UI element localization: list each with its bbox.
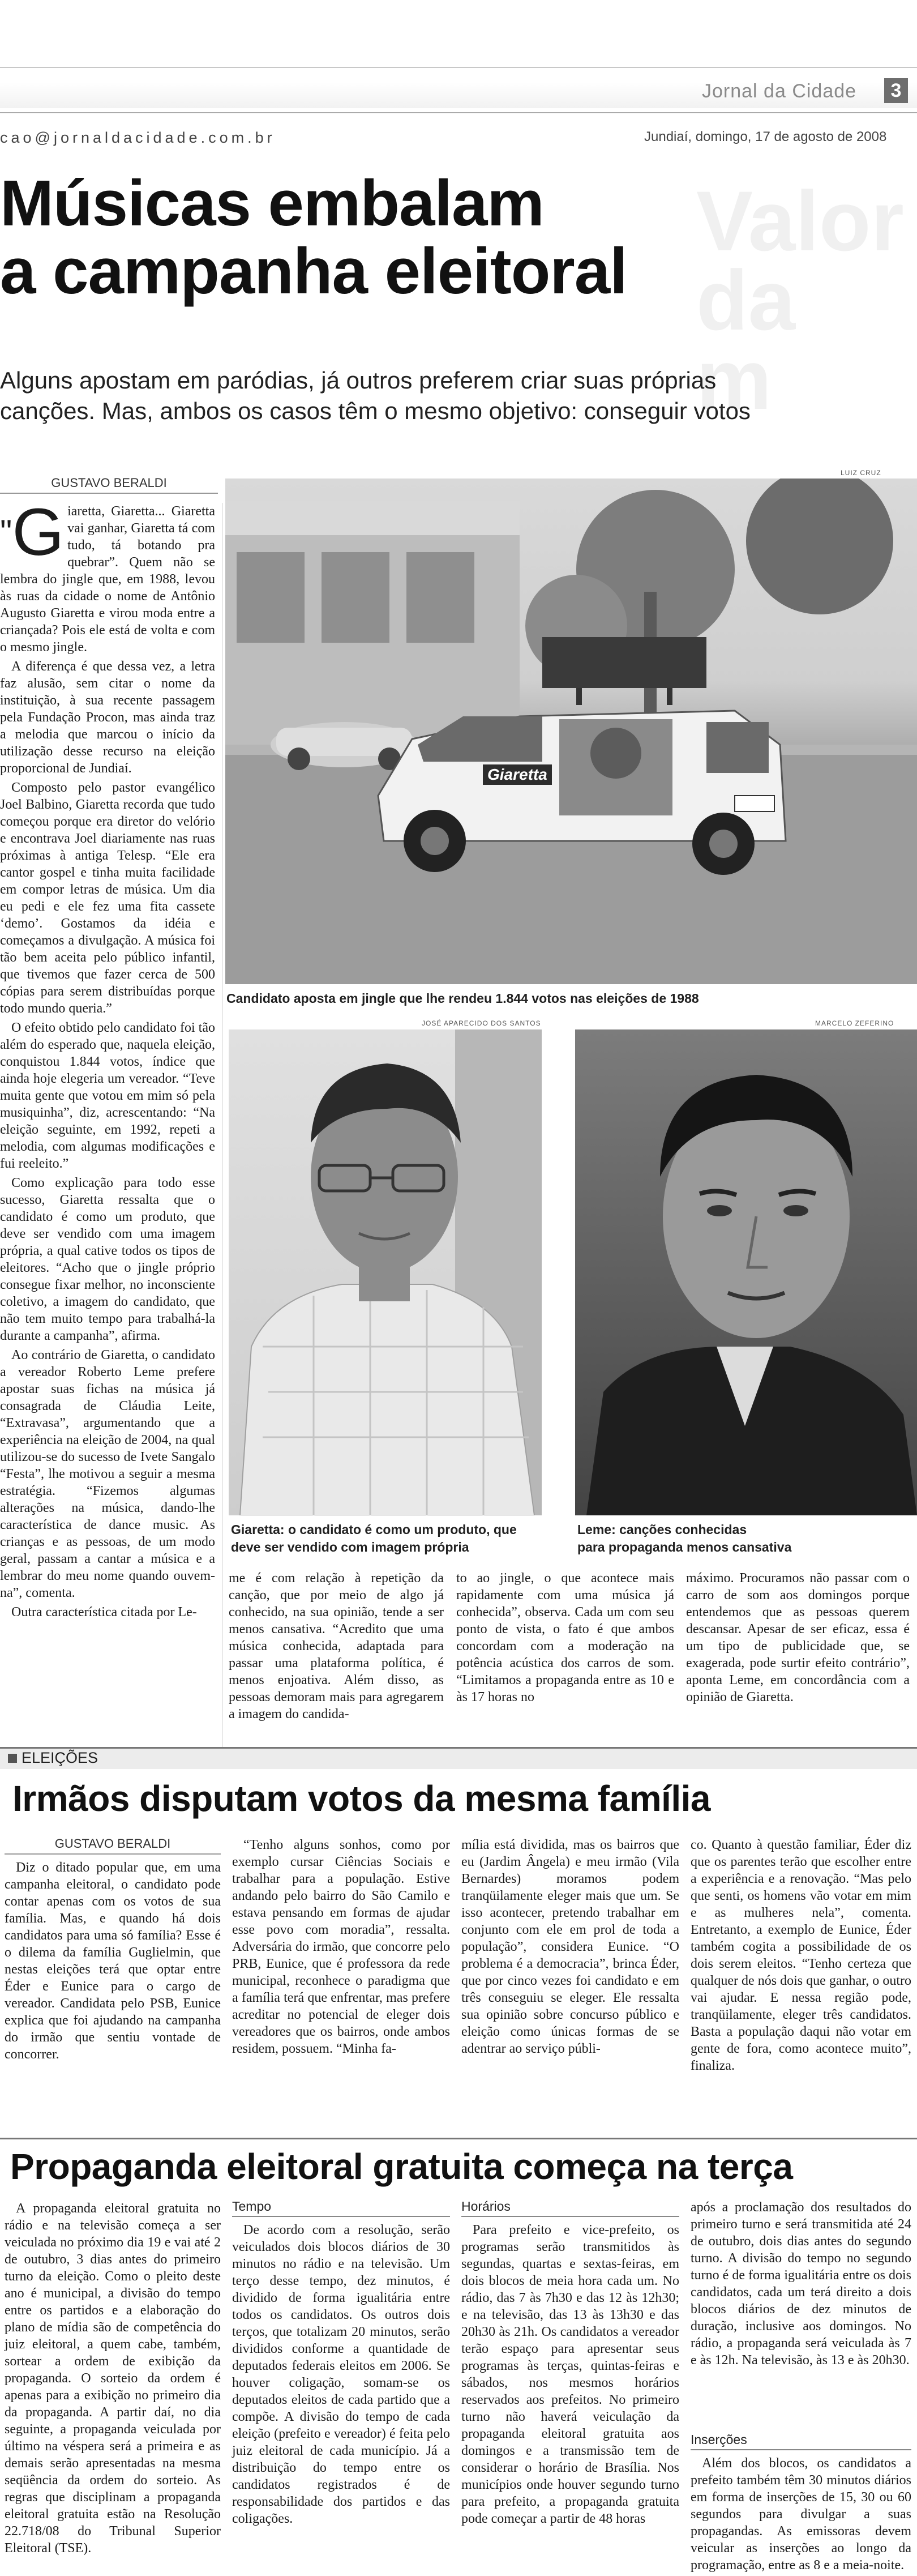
photo-credit: JOSÉ APARECIDO DOS SANTOS [422, 1019, 541, 1027]
byline: GUSTAVO BERALDI [0, 476, 218, 494]
headline: Irmãos disputam votos da mesma família [12, 1778, 710, 1819]
dateline: Jundiaí, domingo, 17 de agosto de 2008 [644, 129, 887, 144]
article-column-2: me é com relação à repetição da canção, que por meio de algo já conhecido, na sua opinião, tende a ser menos cansativa. “Acredito que uma música conhecida, adaptada para passar uma plataforma política, é menos enjoativa. Além disso, as pessoas demoram mais para agregarem a imagem do candida- [229, 1571, 444, 1721]
paragraph: Outra característica citada por Le- [11, 1605, 197, 1620]
byline: GUSTAVO BERALDI [5, 1836, 221, 1855]
article-column-3: Para prefeito e vice-prefeito, os programas serão transmitidos às segundas, quartas e sextas-feiras, em dois blocos de meia hora cada um. No rádio, das 7 às 7h30 e das 12 às 12h30; e na televisão, das 13 às 13h30 e das 20h30 às 21h. Os candidatos a vereador terão espaço para apresentar seus programas às terças, quintas-feiras e sábados, nos mesmos horários reservados aos prefeitos. No primeiro turno não haverá veiculação da propaganda eleitoral gratuita aos domingos e a transmissão tem de considerar o horário de Brasília. Nos municípios onde houver segundo turno para prefeito, a propaganda gratuita pode começar a partir de 48 horas [461, 2223, 679, 2526]
masthead [0, 0, 917, 147]
photo-caption: Leme: canções conhecidas para propaganda menos cansativa [577, 1522, 792, 1554]
leme-photo-drawing [575, 1029, 917, 1515]
giaretta-photo [229, 1029, 542, 1515]
article-column-4: máximo. Procuramos não passar com o carro de som aos domingos porque entendemos que as pessoas querem descansar. Apesar de ser eficaz, essa é um tipo de publicidade que, se exagerada, pode surtir efeito contrário”, aponta Leme, em concordância com a opinião de Giaretta. [686, 1571, 910, 1704]
car-photo-drawing [225, 479, 917, 984]
header-underline [0, 112, 917, 113]
section-label: ELEIÇÕES [8, 1749, 98, 1767]
photo-credit: MARCELO ZEFERINO [815, 1019, 894, 1027]
article-musicas [0, 147, 917, 1750]
lead-paragraph: iaretta, Giaretta... Giaretta vai ganhar, Giaretta tá com tudo, tá botando pra quebrar”. Quem não se lembra do jingle que, em 1988, levou às ruas da cidade o nome de Antônio Augusto Giaretta e virou moda entre a criançada? Pois ele está de volta e com o mesmo jingle. [0, 504, 215, 655]
deck [0, 365, 751, 426]
headline [0, 170, 627, 306]
paragraph: Como explicação para todo esse sucesso, Giaretta ressalta que o candidato é como um produto, que deve ser vendido com uma imagem própria, a qual cative todos os tipos de eleitores. “Acho que o jingle próprio consegue fixar melhor, no inconsciente coletivo, a imagem do candidato, que não tem muito tempo para trabalhá-la durante a campanha”, afirma. [0, 1176, 215, 1343]
headline: Propaganda eleitoral gratuita começa na terça [10, 2146, 793, 2187]
section-bar [0, 1747, 917, 1769]
deck-line-2: canções. Mas, ambos os casos têm o mesmo objetivo: conseguir votos [0, 398, 751, 424]
giaretta-photo-drawing [229, 1029, 542, 1515]
leme-photo [575, 1029, 917, 1515]
article-column-1 [0, 495, 215, 1623]
article-column-1: Diz o ditado popular que, em uma campanha eleitoral, o candidato pode contar apenas com os votos de sua família. Mas, e quando há dois candidatos para uma só família? Esse é o dilema da família Guglielmin, que nestas eleições terá que optar entre Éder e Eunice para o cargo de vereador. Candidata pelo PSB, Eunice explica que foi ajudando na campanha do irmão que sentiu vontade de concorrer. [5, 1860, 221, 2062]
paragraph: Ao contrário de Giaretta, o candidato a vereador Roberto Leme prefere apostar suas fichas na música já consagrada de Cláudia Leite, “Extravasa”, argumentando que a experiência na eleição de 2004, na qual utilizou-se do sucesso de Ivete Sangalo “Festa”, lhe motivou a seguir a mesma estratégia. “Fizemos algumas alterações na música, dando-lhe característica de dance music. As crianças e as pessoas, de um modo geral, passam a cantar a música e a lembrar do meu nome quando ouvem-na”, comenta. [0, 1348, 215, 1600]
article-column-3: to ao jingle, o que acontece mais rapidamente com uma música já conhecida”, observa. Cada um com seu ponto de vista, o fato é que ambos concordam com a moderação na potência acústica dos carros de som. “Limitamos a propaganda entre as 10 e às 17 horas no [456, 1571, 674, 1704]
subhead-insercoes: Inserções [691, 2432, 911, 2450]
subhead-horarios: Horários [461, 2199, 679, 2217]
subhead-tempo: Tempo [232, 2199, 450, 2217]
photo-credit: LUIZ CRUZ [841, 469, 881, 477]
paragraph: A diferença é que dessa vez, a letra faz alusão, sem citar o nome da instituição, à sua recente passagem pela Fundação Procon, mas ainda traz a melodia que marcou o início da utilização desse recurso na eleição proporcional de Jundiaí. [0, 659, 215, 776]
top-rule [0, 2138, 917, 2139]
email: cao@jornaldacidade.com.br [0, 129, 276, 146]
car-brand-text: Giaretta [483, 764, 552, 785]
article-column-2: De acordo com a resolução, serão veiculados dois blocos diários de 30 minutos no rádio e na televisão. Um terço desse tempo, dez minutos, é dividido de forma igualitária entre todos os candidatos. Os outros dois terços, que totalizam 20 minutos, serão divididos conforme a quantidade de deputados federais eleitos em 2006. Se houver coligação, somam-se os deputados eleitos de cada partido que a compõe. A divisão do tempo de cada eleição (prefeito e vereador) é feita pelo juiz eleitoral de cada município. Já a distribuição do tempo entre os candidatos registrados é de responsabilidade dos partidos e das coligações. [232, 2223, 450, 2526]
deck-line-1: Alguns apostam em paródias, já outros preferem criar suas próprias [0, 367, 717, 394]
paragraph: O efeito obtido pelo candidato foi tão além do esperado que, naquela eleição, conquistou 1.844 votos, índice que ainda hoje elegeria um vereador. “Teve muita gente que votou em mim só pela musiquinha”, diz, acrescentando: “Na eleição seguinte, em 1992, repeti a melodia, com algumas modificações e fui reeleito.” [0, 1020, 215, 1171]
background-ghost-text: Valor da m [696, 173, 904, 427]
photo-caption: Candidato aposta em jingle que lhe rendeu 1.844 votos nas eleições de 1988 [226, 991, 699, 1006]
headline-line-2: a campanha eleitoral [0, 236, 627, 307]
article-column-4: co. Quanto à questão familiar, Éder diz que os parentes terão que escolher entre a experiência e a renovação. “Mas pelo que senti, os homens vão votar em mim e as mulheres nela”, comenta. Entretanto, a exemplo de Eunice, Éder também cogita a possibilidade de os dois serem eleitos. “Tenho certeza que qualquer de nós dois que ganhar, o outro vai ajudar. E nessa região pode, tranqüilamente, eleger três candidatos. Basta a população daqui não votar em gente de fora, como acontece muito”, finaliza. [691, 1838, 911, 2073]
dropcap: "G [0, 495, 65, 570]
article-column-4b: Além dos blocos, os candidatos a prefeito também têm 30 minutos diários em forma de inserções de 15, 30 ou 60 segundos para divulgar a suas propagandas. As emissoras devem veicular as inserções ao longo da programação, entre as 8 e a meia-noite. [691, 2456, 911, 2573]
headline-line-1: Músicas embalam [0, 168, 544, 240]
paper-name: Jornal da Cidade [702, 80, 857, 102]
photo-caption: Giaretta: o candidato é como um produto, que deve ser vendido com imagem própria [231, 1522, 517, 1554]
article-column-4: após a proclamação dos resultados do primeiro turno e será transmitida até 24 de outubro, dois dias antes do segundo turno. A divisão do tempo no segundo turno é de forma igualitária entre os dois candidatos, cada um terá direito a dois blocos diários de dez minutos de duração, inclusive aos domingos. No rádio, a propaganda será veiculada às 7 e às 12h. Na televisão, às 13 e às 20h30. [691, 2200, 911, 2368]
article-propaganda [0, 2138, 917, 2574]
page-number: 3 [884, 78, 908, 103]
top-rule [0, 67, 917, 68]
car-photo [225, 479, 917, 984]
article-column-2: “Tenho alguns sonhos, como por exemplo cursar Ciências Sociais e trabalhar para a população. Estive andando pelo bairro do São Camilo e estava pensando em formas de ajudar esse povo com moradia”, ressalta. Adversária do irmão, que concorre pelo PRB, Eunice, que é professora da rede municipal, reconhece o paradigma que a família terá que enfrentar, mas prefere acreditar no potencial de eleger dois vereadores que os bairros, onde ambos residem, possuem. “Minha fa- [232, 1838, 450, 2056]
paragraph: Composto pelo pastor evangélico Joel Balbino, Giaretta recorda que tudo começou porque era diretor do velório e encontrava Joel diariamente nas ruas próximas à antiga Telesp. “Ele era cantor gospel e tinha muita facilidade em compor letras de música. Um dia eu pedi e ele fez uma fita cassete ‘demo’. Gostamos da idéia e começamos a divulgação. A música foi tão bem aceita pelo público infantil, que tivemos que fazer cerca de 500 cópias para serem distribuídas porque todo mundo queria.” [0, 780, 215, 1016]
article-column-1: A propaganda eleitoral gratuita no rádio e na televisão começa a ser veiculada no próximo dia 19 e vai até 2 de outubro, 3 dias antes do primeiro turno da eleição. Como o pleito deste ano é municipal, a divisão do tempo entre os partidos e a elaboração do plano de mídia são de competência do juiz eleitoral, a quem cabe, também, sortear a ordem de exibição da propaganda. O sorteio da ordem é apenas para a exibição no primeiro dia da propaganda. A partir daí, no dia seguinte, a propaganda veiculada por último na véspera será a primeira e as demais serão apresentadas na mesma seqüência da ordem do sorteio. As regras que disciplinam a propaganda eleitoral gratuita estão na Resolução 22.718/08 do Tribunal Superior Eleitoral (TSE). [5, 2201, 221, 2556]
article-column-3: mília está dividida, mas os bairros que eu (Jardim Ângela) e meu irmão (Vila Bernardes) moramos podem tranqüilamente eleger mais que um. Se isso acontecer, pretendo trabalhar em conjunto com ele em prol de toda a população”, considera Eunice. “O problema é a democracia”, brinca Éder, que por cinco vezes foi candidato e em três conseguiu se eleger. Ele ressalta sua opinião sobre concurso público e eleição como únicas formas de se adentrar ao serviço públi- [461, 1838, 679, 2056]
article-irmaos [0, 1747, 917, 2132]
section-bullet-icon [8, 1754, 17, 1763]
